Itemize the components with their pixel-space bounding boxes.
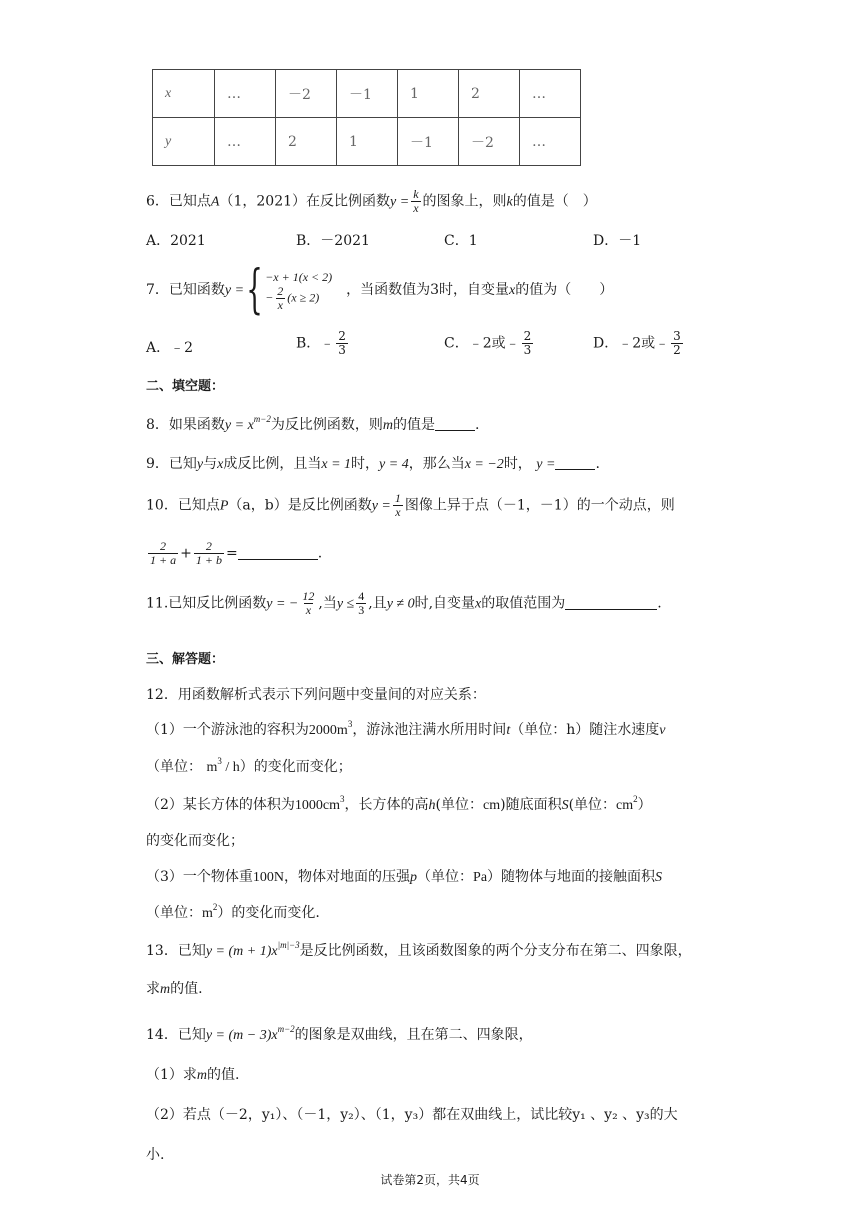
unit-base: m (202, 906, 213, 921)
q12-text: （3）一个物体重 (146, 869, 253, 885)
unit-exp: 3 (340, 794, 345, 804)
table-cell: －1 (337, 70, 398, 118)
q11-cond-frac (356, 590, 366, 617)
table-row-y (153, 118, 581, 166)
q6-func: y = (390, 194, 410, 210)
opt-prefix: B．﹣ (296, 335, 335, 352)
question-12-part-2 (146, 795, 652, 816)
frac-num: 4 (358, 589, 365, 603)
frac-num: 1 (394, 491, 401, 505)
question-6 (146, 188, 597, 215)
table-cell: －2 (276, 70, 337, 118)
frac-num: 2 (338, 329, 346, 343)
q10-eq: = (225, 545, 238, 562)
q10-point: P (219, 498, 229, 514)
q12-text-b: ）的变化而变化； (239, 759, 352, 775)
q6-text-b: 的图象上，则 (422, 193, 507, 210)
q12-text-c: （单位： (417, 869, 474, 885)
table-cell: … (215, 118, 276, 166)
q7-case-1: −x + 1(x < 2) (265, 269, 333, 284)
question-13 (146, 941, 692, 962)
q7-case-2 (265, 285, 332, 312)
q13-var: m (160, 982, 171, 997)
q11-func: y = − (266, 596, 299, 612)
q9-cond3: x = −2 (464, 457, 504, 472)
expr-base: y = x (224, 418, 254, 433)
q12-unit-m2 (202, 902, 218, 921)
question-12-title: 12．用函数解析式表示下列问题中变量间的对应关系： (146, 687, 486, 703)
page-footer: 试卷第2页，共4页 (380, 1173, 480, 1187)
q12-unit (206, 756, 240, 775)
answer-blank[interactable] (565, 595, 657, 610)
frac-den: x (305, 603, 312, 617)
opt-prefix: C．﹣2或﹣ (444, 335, 520, 352)
q13-text: 求 (146, 981, 160, 997)
q13-text-b: 是反比例函数，且该函数图象的两个分支分布在第二、四象限， (299, 943, 692, 959)
q7-cases (265, 269, 332, 312)
q12-text-d: ）随物体与地面的接触面积 (487, 869, 656, 885)
question-12-part-3 (146, 867, 662, 888)
q14-text-b: 的值. (207, 1067, 240, 1083)
frac-den: 3 (523, 343, 532, 357)
q9-text: 9．已知 (146, 456, 197, 472)
frac-den: 1 + b (195, 553, 222, 567)
q12-volume (294, 794, 345, 813)
q6-point: A (210, 194, 220, 210)
q7-var: x (509, 283, 516, 298)
q10-text: 10．已知点 (146, 497, 220, 514)
q12-unit-cm: cm (483, 798, 501, 813)
frac-num: 2 (160, 539, 167, 553)
expr-base: y = (m − 3)x (205, 1028, 278, 1043)
case-prefix: − (265, 289, 274, 304)
q14-text-b: 的图象是双曲线，且在第二、四象限， (294, 1027, 533, 1043)
q11-text: 11.已知反比例函数 (146, 595, 267, 612)
q10-end: . (317, 545, 323, 562)
q9-text-e: ，那么当 (408, 456, 465, 472)
q11-text-d: 时,自变量 (414, 595, 476, 612)
q12-weight: 100N (252, 870, 285, 885)
frac-num: 12 (302, 589, 315, 603)
q7-option-c (444, 330, 535, 357)
q12-var-s: S (655, 870, 663, 885)
frac-num: 2 (205, 539, 212, 553)
value-table (152, 69, 581, 166)
q6-coords: （1，2021）在反比例函数 (219, 193, 391, 210)
section-heading-fill-in: 二、填空题： (146, 379, 225, 394)
q9-cond1: x = 1 (321, 457, 352, 472)
question-14-part-2: （2）若点（－2，y₁）、（－1，y₂）、（1，y₃）都在双曲线上，试比较y₁ 、y₂ 、y₃的大 (146, 1107, 678, 1123)
question-13-cont (146, 979, 203, 1000)
q12-volume (308, 719, 353, 738)
q14-text: （1）求 (146, 1067, 197, 1083)
q10-func: y = (371, 498, 391, 514)
question-12-part-1-cont (146, 757, 352, 778)
frac-den: 3 (358, 603, 365, 617)
q12-text: （1）一个游泳池的容积为 (146, 722, 309, 738)
question-14-part-1 (146, 1065, 240, 1086)
unit-exp: 2 (633, 794, 638, 804)
unit-base: 1000cm (294, 798, 341, 813)
unit-tail: / h (221, 760, 240, 775)
q12-text: （单位： (146, 759, 202, 775)
q12-text: （2）某长方体的体积为 (146, 797, 295, 813)
frac-den: 2 (673, 343, 681, 357)
table-cell: … (520, 70, 581, 118)
q6-fraction (411, 188, 420, 215)
question-12-part-3-cont (146, 903, 320, 924)
q7-text-b: ，当函数值为3时，自变量 (346, 282, 510, 298)
q12-var-p: p (410, 870, 418, 885)
expr-exp: |m|−3 (277, 940, 300, 950)
table-cell: 1 (398, 70, 459, 118)
q12-text-e: (单位： (568, 797, 617, 813)
frac-num: 2 (523, 329, 532, 343)
q12-var-v: v (659, 723, 666, 738)
question-14-part-2-cont: 小. (146, 1147, 165, 1163)
table-cell: 2 (459, 70, 520, 118)
q12-text: （单位： (146, 905, 202, 921)
question-14 (146, 1025, 533, 1046)
answer-blank[interactable] (238, 545, 318, 560)
frac-den: x (413, 201, 419, 215)
table-row-x (153, 70, 581, 118)
q13-text: 13．已知 (146, 943, 206, 959)
question-10 (146, 492, 675, 519)
frac-num: k (413, 187, 419, 201)
q6-text: 6．已知点 (146, 193, 211, 210)
question-11 (146, 590, 662, 617)
q8-text-b: 为反比例函数，则 (270, 417, 383, 433)
frac-num: 3 (673, 329, 681, 343)
q9-cond2: y = 4 (379, 457, 409, 472)
q6-option-a: A．2021 (146, 233, 206, 249)
unit-base: m (206, 760, 218, 775)
table-cell: … (215, 70, 276, 118)
q14-var: m (196, 1068, 208, 1083)
q12-text-d: )随底面积 (500, 797, 562, 813)
q8-var: m (382, 418, 393, 433)
answer-blank[interactable] (555, 455, 595, 470)
frac-num: 2 (277, 283, 284, 298)
q9-v2: x (217, 457, 224, 472)
q12-var-t: t (506, 723, 511, 738)
question-12-part-2-cont: 的变化而变化； (146, 833, 244, 849)
q12-text-c: (单位： (435, 797, 483, 813)
q9-v1: y (196, 457, 204, 472)
q11-text-e: 的取值范围为 (481, 595, 566, 612)
q6-text-c: 的值是（ ） (512, 193, 597, 210)
unit-exp: 2 (212, 902, 218, 912)
q10-fraction (393, 492, 403, 519)
unit-base: 2000m (308, 723, 348, 738)
opt-frac (336, 330, 348, 357)
q10-plus: + (180, 545, 192, 562)
q12-text-b: ，游泳池注满水所用时间 (352, 722, 507, 738)
frac-den: x (277, 297, 283, 312)
q7-option-b (296, 330, 350, 357)
table-cell: －2 (459, 118, 520, 166)
expr-exp: m−2 (253, 414, 271, 424)
q9-text-d: 时， (351, 456, 380, 472)
q10-frac-1 (148, 540, 178, 567)
q10-coords: （a，b）是反比例函数 (228, 497, 372, 514)
opt-frac (671, 330, 683, 357)
opt-prefix: D．﹣2或﹣ (593, 335, 670, 352)
q7-option-d (593, 330, 685, 357)
frac-den: x (395, 505, 401, 519)
q11-text-c: ,且 (368, 595, 387, 612)
q9-text-b: 与 (203, 456, 218, 472)
q8-expr (224, 414, 271, 433)
frac-den: 3 (338, 343, 346, 357)
q11-fraction (300, 590, 316, 617)
brace-glyph: { (246, 260, 263, 320)
q12-text-f: ） (637, 797, 652, 813)
q12-unit-cm2 (616, 794, 638, 813)
q8-text: 8．如果函数 (146, 417, 225, 433)
q7-text-c: 的值为（ ） (515, 282, 614, 298)
q12-var-s: S (561, 798, 569, 813)
q11-end: . (657, 595, 662, 612)
case-frac (275, 285, 285, 312)
table-cell: 1 (337, 118, 398, 166)
q6-option-c: C．1 (444, 233, 478, 249)
q10-frac-2 (194, 540, 224, 567)
question-9 (146, 454, 600, 475)
q14-expr (205, 1024, 295, 1043)
unit-base: cm (616, 798, 634, 813)
case-cond: (x ≥ 2) (287, 289, 320, 304)
table-cell: y (153, 118, 215, 166)
q6-option-d: D．－1 (593, 233, 642, 249)
q9-ans: y = (536, 457, 556, 472)
q12-var-h: h (428, 798, 436, 813)
q7-text: 7．已知函数 (146, 282, 225, 298)
table-cell: … (520, 118, 581, 166)
expr-base: y = (m + 1)x (205, 944, 278, 959)
q7-func: y = (224, 283, 245, 298)
opt-frac (522, 330, 534, 357)
unit-exp: 3 (347, 719, 353, 729)
q12-text-b: ）的变化而变化. (217, 905, 320, 921)
question-12-part-1 (146, 720, 665, 741)
question-7 (146, 260, 613, 321)
table-cell: x (153, 70, 215, 118)
q6-option-b: B．－2021 (296, 233, 370, 249)
answer-blank[interactable] (435, 416, 475, 431)
q9-text-f: 时， (503, 456, 532, 472)
q11-var: x (475, 596, 482, 612)
q10-text-b: 图像上异于点（－1，－1）的一个动点，则 (404, 497, 675, 514)
q8-text-c: 的值是 (393, 417, 435, 433)
q9-text-c: 成反比例，且当 (223, 456, 322, 472)
q7-option-a: A．﹣2 (146, 340, 194, 356)
table-cell: －1 (398, 118, 459, 166)
q14-text: 14．已知 (146, 1027, 206, 1043)
q13-expr (205, 940, 300, 959)
q11-cond: y ≤ (336, 596, 355, 612)
q12-text-c: （单位：h）随注水速度 (510, 722, 660, 738)
q13-text-b: 的值. (170, 981, 203, 997)
question-8 (146, 415, 479, 436)
section-heading-solutions: 三、解答题： (146, 652, 225, 667)
q9-end: . (595, 456, 600, 472)
frac-den: 1 + a (150, 553, 177, 567)
unit-exp: 3 (217, 756, 222, 766)
table-cell: 2 (276, 118, 337, 166)
question-10-expression (146, 540, 322, 567)
q6-var: k (506, 194, 513, 210)
q11-text-b: ,当 (318, 595, 337, 612)
q8-end: . (475, 417, 480, 433)
q12-text-b: ，长方体的高 (344, 797, 429, 813)
q12-unit-pa: Pa (473, 870, 488, 885)
expr-exp: m−2 (277, 1024, 295, 1034)
q11-cond2: y ≠ 0 (386, 596, 415, 612)
q12-text-b: ，物体对地面的压强 (284, 869, 411, 885)
